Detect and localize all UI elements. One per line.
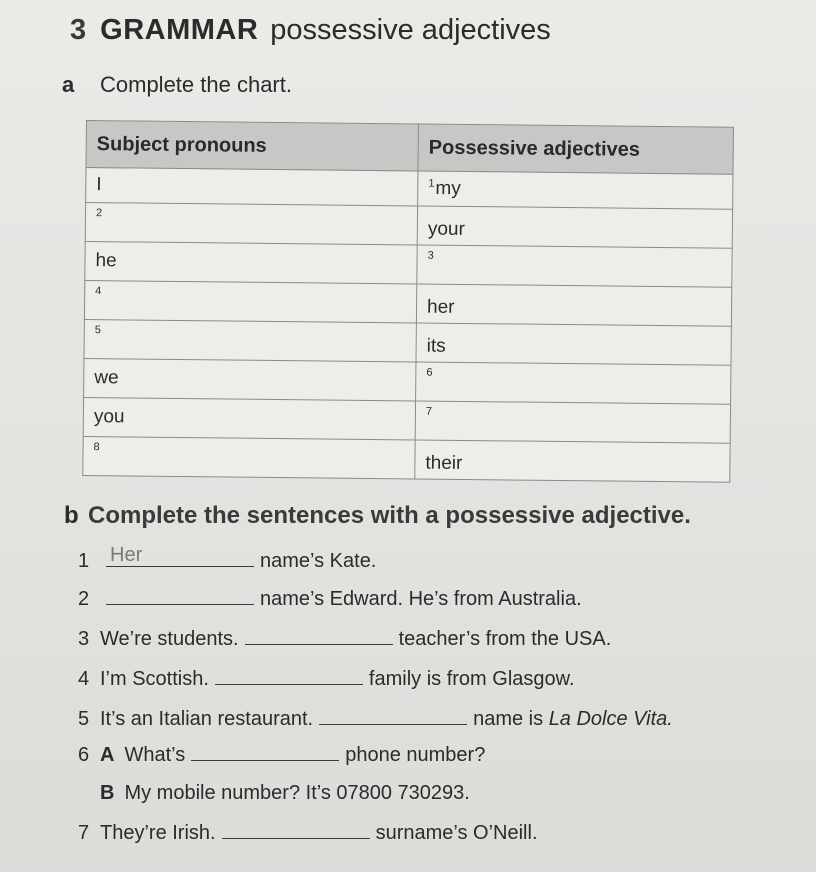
- possessive-adjective: my: [435, 177, 461, 200]
- sentence-text-after: name is: [473, 708, 544, 730]
- item-number: 3: [427, 249, 434, 262]
- task-a-letter: a: [62, 72, 75, 97]
- sentence-number: 3: [78, 628, 90, 650]
- chart-row: [84, 280, 731, 326]
- subject-pronoun-cell[interactable]: [85, 241, 417, 283]
- sentence-number: 2: [78, 588, 90, 610]
- sentence-text-after: surname’s O’Neill.: [375, 822, 538, 844]
- subject-pronoun: you: [93, 406, 125, 428]
- chart-row: [84, 358, 731, 404]
- subject-pronoun: we: [94, 367, 119, 389]
- section-keyword: GRAMMAR: [100, 14, 259, 46]
- sentence-text-before: It’s an Italian restaurant.: [100, 708, 314, 730]
- subject-pronoun-cell[interactable]: [84, 358, 416, 400]
- item-number: 4: [95, 285, 102, 298]
- speaker-label: B: [100, 782, 115, 804]
- sentence-item: [78, 742, 485, 767]
- possessive-adjective-cell[interactable]: [415, 401, 730, 443]
- sentence-number: 4: [78, 668, 90, 690]
- sentence-text-before: They’re Irish.: [100, 822, 216, 844]
- chart-row: [85, 203, 732, 249]
- answer-blank[interactable]: [106, 544, 254, 567]
- possessive-adjective: their: [425, 452, 463, 474]
- possessive-adjective-cell[interactable]: [416, 284, 731, 326]
- answer-blank[interactable]: [215, 666, 363, 685]
- answer-blank[interactable]: [319, 706, 467, 725]
- possessive-adjective-cell[interactable]: [417, 245, 732, 287]
- chart-row: [84, 319, 731, 365]
- task-b-letter: b: [64, 502, 79, 529]
- sentence-text-before: We’re students.: [100, 628, 239, 650]
- item-number: 2: [95, 207, 103, 220]
- sentence-text-after: phone number?: [345, 744, 486, 766]
- section-topic: possessive adjectives: [270, 14, 551, 46]
- answer-blank[interactable]: [191, 742, 339, 761]
- sentence-number: 5: [78, 708, 90, 730]
- task-b-instruction: Complete the sentences with a possessive adjective.: [88, 502, 691, 529]
- possessive-adjective-cell[interactable]: [416, 323, 731, 365]
- sentence-item: [78, 666, 575, 691]
- subject-pronoun-cell[interactable]: [83, 436, 415, 478]
- item-number: 5: [94, 324, 101, 337]
- sentence-number: 7: [78, 822, 90, 844]
- section-title: [70, 14, 551, 47]
- sentence-item: [78, 782, 470, 805]
- sentence-text-before: I’m Scottish.: [100, 668, 209, 690]
- subject-pronoun-cell[interactable]: [85, 203, 417, 245]
- sentence-item: [78, 586, 582, 611]
- possessive-adjective-cell[interactable]: [415, 440, 730, 482]
- item-number: 6: [426, 366, 433, 379]
- possessive-adjective-cell[interactable]: [418, 171, 733, 209]
- sentence-text-after: family is from Glasgow.: [368, 668, 575, 690]
- subject-pronoun: I: [96, 174, 102, 196]
- answer-blank[interactable]: [245, 626, 393, 645]
- sentence-text-after: name’s Edward. He’s from Australia.: [260, 588, 582, 610]
- possessive-adjective-cell[interactable]: [417, 206, 732, 248]
- pronoun-chart: [82, 120, 734, 483]
- sentence-text-after: teacher’s from the USA.: [398, 628, 612, 650]
- sentence-item: [78, 820, 538, 845]
- chart-header-subject: Subject pronouns: [86, 121, 418, 171]
- subject-pronoun-cell[interactable]: [84, 280, 416, 322]
- subject-pronoun: he: [95, 250, 117, 272]
- possessive-adjective: your: [427, 218, 465, 240]
- restaurant-name: La Dolce Vita.: [548, 708, 673, 730]
- subject-pronoun-cell[interactable]: [86, 168, 418, 206]
- speaker-label: A: [100, 744, 115, 766]
- chart-row: [83, 397, 730, 443]
- possessive-adjective: its: [426, 335, 446, 357]
- sentence-item: [78, 626, 611, 651]
- sentence-text-after: name’s Kate.: [260, 550, 377, 572]
- task-a-heading: [62, 72, 292, 98]
- sentence-item: [78, 544, 377, 573]
- chart-header-possessive: Possessive adjectives: [418, 124, 733, 174]
- sentence-item: [78, 706, 673, 731]
- possessive-adjective-cell[interactable]: [416, 362, 731, 404]
- sentence-text-before: My mobile number? It’s 07800 730293.: [124, 782, 470, 804]
- task-b-heading: [64, 502, 691, 530]
- example-answer: Her: [110, 544, 143, 566]
- possessive-adjective: her: [426, 296, 455, 318]
- sentence-number: 1: [78, 550, 90, 572]
- subject-pronoun-cell[interactable]: [84, 319, 416, 361]
- sentence-number: 6: [78, 744, 90, 766]
- item-number: 1: [428, 177, 435, 190]
- task-a-instruction: Complete the chart.: [100, 72, 292, 97]
- item-number: 7: [425, 405, 433, 418]
- chart-row: [85, 241, 732, 287]
- item-number: 8: [93, 441, 100, 454]
- sentence-text-before: What’s: [124, 744, 186, 766]
- chart-row: [83, 436, 730, 482]
- answer-blank[interactable]: [106, 586, 254, 605]
- section-number: 3: [70, 14, 87, 46]
- answer-blank[interactable]: [222, 820, 370, 839]
- subject-pronoun-cell[interactable]: [83, 397, 415, 439]
